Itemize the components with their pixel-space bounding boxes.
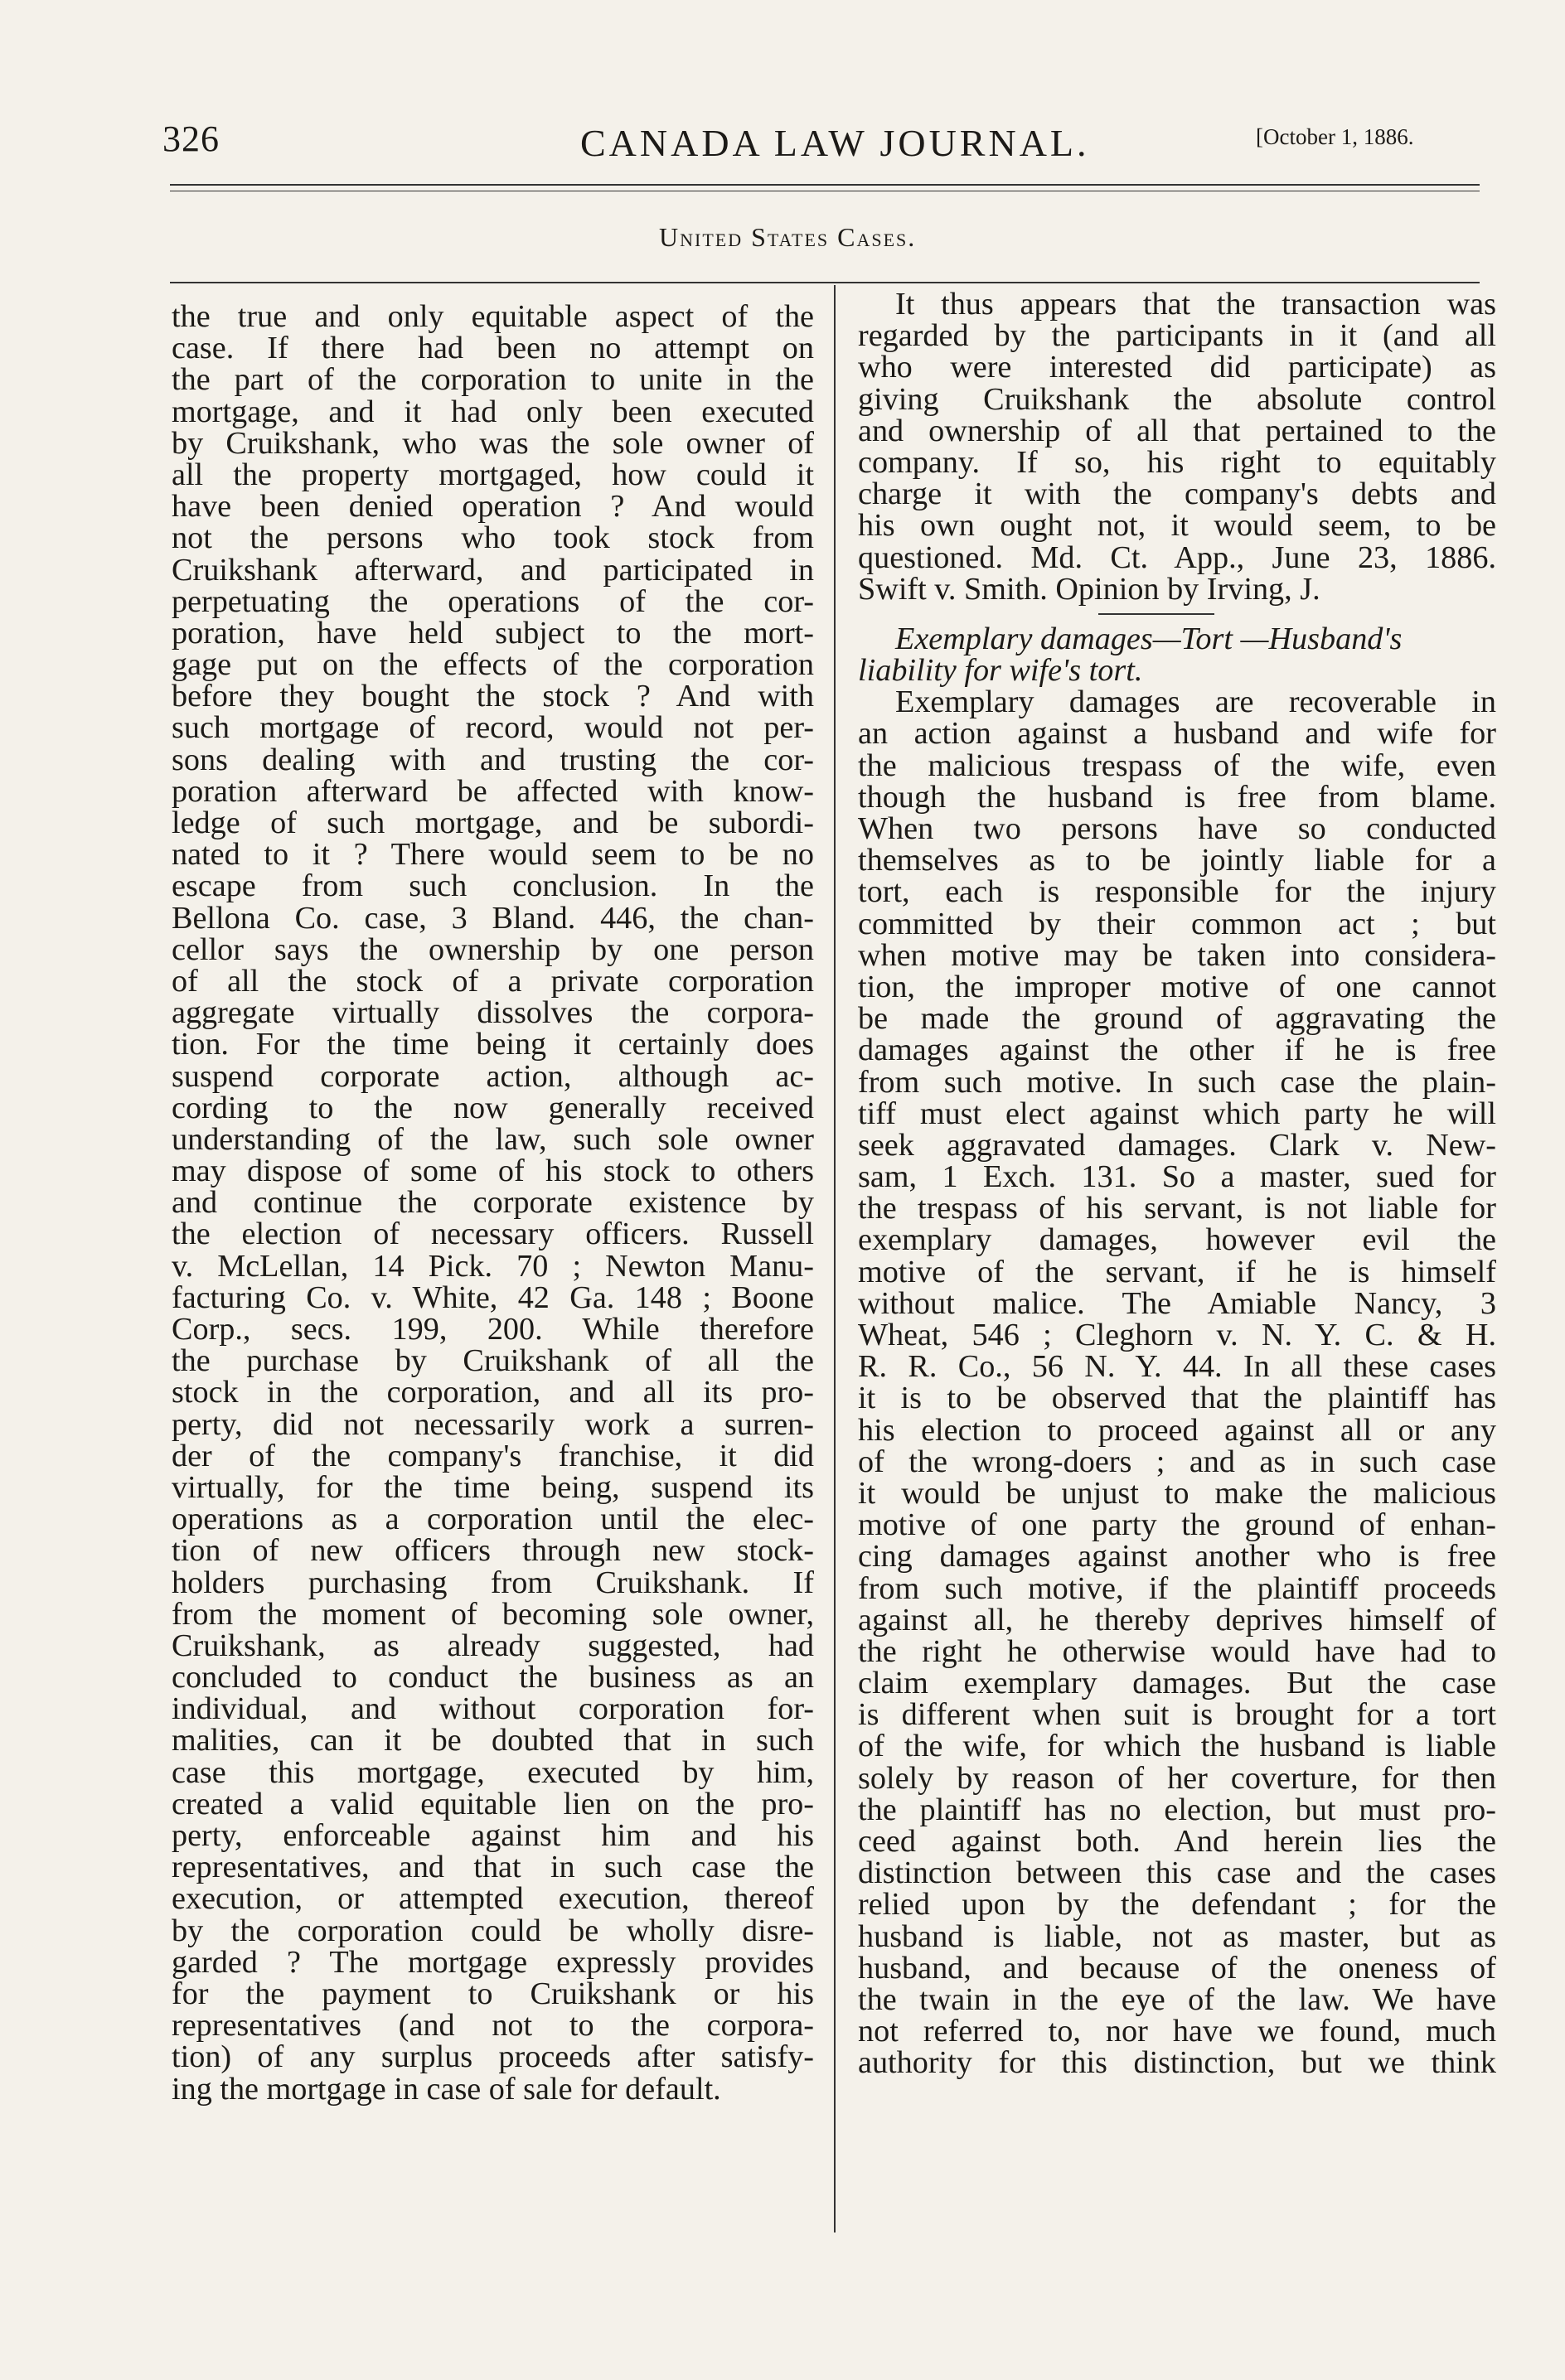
- text-line: his election to proceed against all or any: [858, 1412, 1496, 1448]
- text-line: giving Cruikshank the absolute control: [858, 381, 1496, 417]
- text-line: of the wrong-doers ; and as in such case: [858, 1444, 1496, 1479]
- text-line: stock in the corporation, and all its pro-: [172, 1375, 814, 1410]
- text-line: it would be unjust to make the malicious: [858, 1475, 1496, 1511]
- text-line: the malicious trespass of the wife, even: [858, 747, 1496, 783]
- text-line: the trespass of his servant, is not liable for: [858, 1191, 1496, 1226]
- right-column: [858, 288, 1496, 2079]
- text-line: tort, each is responsible for the injury: [858, 874, 1496, 910]
- text-line: the election of necessary officers. Russell: [172, 1217, 814, 1252]
- text-line: without malice. The Amiable Nancy, 3: [858, 1285, 1496, 1321]
- section-rule: [170, 282, 1480, 283]
- text-line: Cruikshank afterward, and participated in: [172, 552, 814, 588]
- text-line: and ownership of all that pertained to the: [858, 413, 1496, 448]
- text-line: poration, have held subject to the mort-: [172, 615, 814, 651]
- issue-date: [October 1, 1886.: [1256, 124, 1414, 149]
- case-separator-rule: [1098, 613, 1214, 615]
- text-line: concluded to conduct the business as an: [172, 1660, 814, 1696]
- text-line: the plaintiff has no election, but must pro-: [858, 1792, 1496, 1827]
- text-line: questioned. Md. Ct. App., June 23, 1886.: [858, 539, 1496, 575]
- text-line: mortgage, and it had only been executed: [172, 394, 814, 429]
- text-line: perpetuating the operations of the cor-: [172, 583, 814, 619]
- page-number: 326: [162, 119, 220, 159]
- text-line: poration afterward be affected with know-: [172, 773, 814, 809]
- text-line: his own ought not, it would seem, to be: [858, 508, 1496, 544]
- text-line: When two persons have so conducted: [858, 811, 1496, 846]
- text-line: claim exemplary damages. But the case: [858, 1666, 1496, 1701]
- text-line: tion, the improper motive of one cannot: [858, 969, 1496, 1004]
- header-rule: [170, 184, 1480, 186]
- text-line: case. If there had been no attempt on: [172, 331, 814, 366]
- text-line: der of the company's franchise, it did: [172, 1438, 814, 1473]
- text-line: created a valid equitable lien on the pro-: [172, 1786, 814, 1821]
- text-line: Cruikshank, as already suggested, had: [172, 1628, 814, 1663]
- text-line: gage put on the effects of the corporation: [172, 647, 814, 683]
- text-line: from such motive. In such case the plain-: [858, 1064, 1496, 1100]
- text-line: is different when suit is brought for a tort: [858, 1697, 1496, 1733]
- text-line: for the payment to Cruikshank or his: [172, 1976, 814, 2011]
- text-line: be made the ground of aggravating the: [858, 1001, 1496, 1037]
- text-line: Wheat, 546 ; Cleghorn v. N. Y. C. & H.: [858, 1318, 1496, 1352]
- journal-title: CANADA LAW JOURNAL.: [580, 122, 1090, 164]
- text-line: motive of one party the ground of enhan-: [858, 1507, 1496, 1543]
- text-line: solely by reason of her coverture, for then: [858, 1760, 1496, 1796]
- text-line: authority for this distinction, but we think: [858, 2045, 1496, 2081]
- case-heading-continued: liability for wife's tort.: [858, 653, 1143, 689]
- text-line: tiff must elect against which party he will: [858, 1096, 1496, 1131]
- column-divider: [834, 285, 836, 2232]
- text-line: distinction between this case and the cases: [858, 1855, 1496, 1891]
- text-line: the right he otherwise would have had to: [858, 1633, 1496, 1669]
- text-line: of the wife, for which the husband is liable: [858, 1729, 1496, 1764]
- text-line: representatives, and that in such case the: [172, 1850, 814, 1885]
- text-line: v. McLellan, 14 Pick. 70 ; Newton Manu-: [172, 1248, 814, 1284]
- text-line: company. If so, his right to equitably: [858, 444, 1496, 480]
- text-line: perty, enforceable against him and his: [172, 1818, 814, 1853]
- text-line: by the corporation could be wholly disre-: [172, 1913, 814, 1948]
- text-line: tion) of any surplus proceeds after satisfy-: [172, 2039, 814, 2075]
- text-line: suspend corporate action, although ac-: [172, 1058, 814, 1094]
- text-line: all the property mortgaged, how could it: [172, 457, 814, 492]
- text-line: Exemplary damages are recoverable in: [895, 684, 1496, 720]
- text-line: aggregate virtually dissolves the corpora-: [172, 995, 814, 1031]
- text-line: operations as a corporation until the elec-: [172, 1502, 814, 1537]
- text-line: individual, and without corporation for-: [172, 1691, 814, 1727]
- text-line: such mortgage of record, would not per-: [172, 710, 814, 746]
- text-line: though the husband is free from blame.: [858, 779, 1496, 815]
- text-line: the twain in the eye of the law. We have: [858, 1981, 1496, 2017]
- left-column: [172, 301, 814, 2105]
- text-line: an action against a husband and wife for: [858, 716, 1496, 752]
- text-line: garded ? The mortgage expressly provides: [172, 1944, 814, 1980]
- text-line: nated to it ? There would seem to be no: [172, 837, 814, 873]
- text-line: Corp., secs. 199, 200. While therefore: [172, 1312, 814, 1347]
- text-line: holders purchasing from Cruikshank. If: [172, 1565, 814, 1600]
- text-line: the true and only equitable aspect of the: [172, 299, 814, 334]
- text-line: it is to be observed that the plaintiff has: [858, 1381, 1496, 1416]
- text-line: case this mortgage, executed by him,: [172, 1754, 814, 1790]
- text-line: relied upon by the defendant ; for the: [858, 1887, 1496, 1923]
- text-line: charge it with the company's debts and: [858, 476, 1496, 512]
- text-line: virtually, for the time being, suspend its: [172, 1469, 814, 1505]
- text-line: perty, did not necessarily work a surren-: [172, 1406, 814, 1442]
- text-line: exemplary damages, however evil the: [858, 1222, 1496, 1258]
- text-line: the part of the corporation to unite in the: [172, 362, 814, 398]
- text-line: of all the stock of a private corporation: [172, 963, 814, 999]
- text-line: the purchase by Cruikshank of all the: [172, 1343, 814, 1379]
- text-line: before they bought the stock ? And with: [172, 679, 814, 714]
- text-line: husband is liable, not as master, but as: [858, 1918, 1496, 1954]
- text-line: cording to the now generally received: [172, 1090, 814, 1125]
- text-line: ing the mortgage in case of sale for default.: [172, 2071, 721, 2107]
- text-line: not referred to, nor have we found, much: [858, 2014, 1496, 2049]
- text-line: Swift v. Smith. Opinion by Irving, J.: [858, 571, 1320, 607]
- text-line: committed by their common act ; but: [858, 906, 1496, 941]
- text-line: sam, 1 Exch. 131. So a master, sued for: [858, 1159, 1496, 1195]
- text-line: damages against the other if he is free: [858, 1033, 1496, 1068]
- text-line: understanding of the law, such sole owner: [172, 1121, 814, 1157]
- text-line: husband, and because of the oneness of: [858, 1950, 1496, 1986]
- text-line: cing damages against another who is free: [858, 1539, 1496, 1575]
- text-line: may dispose of some of his stock to others: [172, 1154, 814, 1189]
- section-title: United States Cases.: [659, 222, 917, 252]
- text-line: tion of new officers through new stock-: [172, 1533, 814, 1569]
- text-line: ceed against both. And herein lies the: [858, 1824, 1496, 1859]
- text-line: malities, can it be doubted that in such: [172, 1723, 814, 1758]
- text-line: Bellona Co. case, 3 Bland. 446, the chan-: [172, 900, 814, 936]
- text-line: escape from such conclusion. In the: [172, 868, 814, 904]
- text-line: regarded by the participants in it (and all: [858, 318, 1496, 354]
- text-line: cellor says the ownership by one person: [172, 931, 814, 967]
- text-line: sons dealing with and trusting the cor-: [172, 742, 814, 777]
- text-line: by Cruikshank, who was the sole owner of: [172, 425, 814, 461]
- text-line: against all, he thereby deprives himself of: [858, 1602, 1496, 1637]
- text-line: tion. For the time being it certainly does: [172, 1027, 814, 1062]
- text-line: and continue the corporate existence by: [172, 1185, 814, 1221]
- text-line: from such motive, if the plaintiff proceeds: [858, 1570, 1496, 1606]
- text-line: It thus appears that the transaction was: [895, 287, 1496, 322]
- text-line: representatives (and not to the corpora-: [172, 2008, 814, 2044]
- text-line: motive of the servant, if he is himself: [858, 1254, 1496, 1289]
- case-heading: Exemplary damages—Tort —Husband's: [895, 621, 1403, 656]
- text-line: ledge of such mortgage, and be subordi-: [172, 805, 814, 840]
- text-line: when motive may be taken into considera-: [858, 937, 1496, 973]
- text-line: seek aggravated damages. Clark v. New-: [858, 1127, 1496, 1163]
- text-line: have been denied operation ? And would: [172, 489, 814, 525]
- text-line: R. R. Co., 56 N. Y. 44. In all these cases: [858, 1349, 1496, 1385]
- text-line: facturing Co. v. White, 42 Ga. 148 ; Boone: [172, 1279, 814, 1315]
- text-line: who were interested did participate) as: [858, 350, 1496, 385]
- text-line: from the moment of becoming sole owner,: [172, 1596, 814, 1632]
- text-line: themselves as to be jointly liable for a: [858, 843, 1496, 878]
- text-line: execution, or attempted execution, thereof: [172, 1881, 814, 1917]
- text-line: not the persons who took stock from: [172, 520, 814, 556]
